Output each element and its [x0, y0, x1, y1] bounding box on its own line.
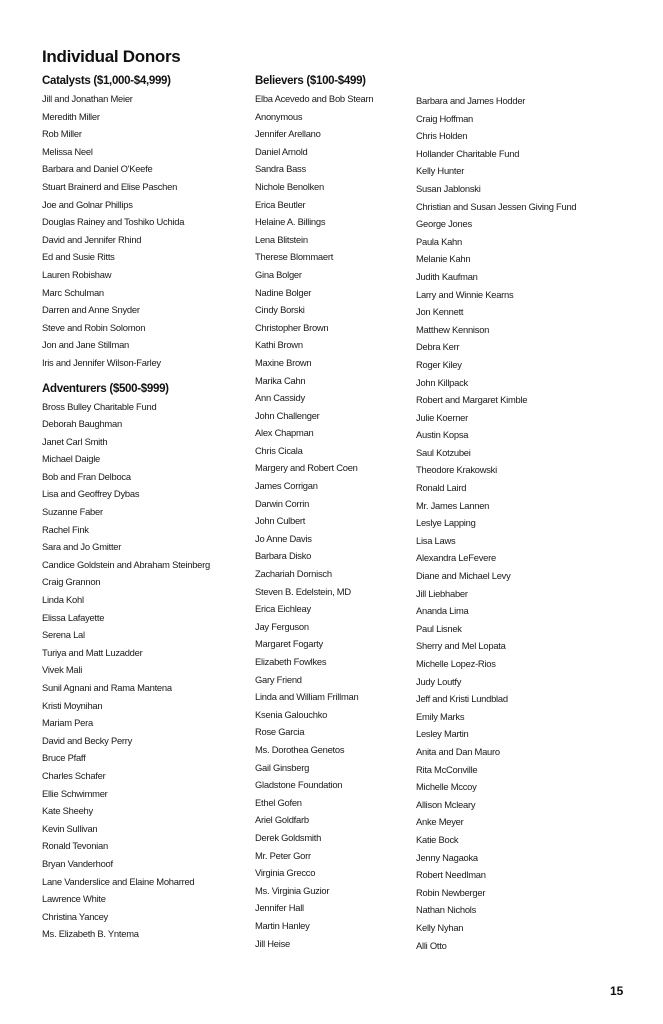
donor-name: Lisa Laws [416, 534, 456, 546]
donor-name: Paula Kahn [416, 235, 462, 247]
catalysts-list [42, 90, 252, 372]
donor-name: Kathi Brown [255, 339, 303, 351]
donor-name: Matthew Kennison [416, 323, 490, 335]
donor-name: Jon and Jane Stillman [42, 339, 129, 351]
donor-name: Emily Marks [416, 710, 465, 722]
donor-name: Sherry and Mel Lopata [416, 640, 506, 652]
donor-name: Christian and Susan Jessen Giving Fund [416, 200, 577, 212]
donor-name: Charles Schafer [42, 769, 106, 781]
donor-name: Barbara and James Hodder [416, 95, 526, 106]
donor-name: Leslye Lapping [416, 517, 476, 529]
believers-heading: Believers ($100-$499) [255, 75, 366, 87]
donor-name: Sunil Agnani and Rama Mantena [42, 682, 172, 693]
donor-name: Ed and Susie Ritts [42, 251, 115, 263]
donor-name: Melanie Kahn [416, 253, 471, 265]
donor-name: Jo Anne Davis [255, 532, 312, 544]
believers-list-part-2 [416, 92, 646, 954]
donor-name: Judith Kaufman [416, 270, 478, 282]
donor-name: Lawrence White [42, 893, 106, 905]
donor-name: Steven B. Edelstein, MD [255, 585, 351, 597]
donor-name: Joe and Golnar Phillips [42, 198, 133, 210]
donor-name: Theodore Krakowski [416, 464, 497, 476]
donor-name: John Culbert [255, 515, 306, 527]
donor-name: Douglas Rainey and Toshiko Uchida [42, 216, 185, 228]
donor-name: Ellie Schwimmer [42, 787, 108, 799]
donor-name: Chris Holden [416, 130, 468, 142]
donor-name: Gina Bolger [255, 268, 302, 280]
donor-name: Barbara Disko [255, 550, 312, 562]
donor-name: Ariel Goldfarb [255, 814, 309, 826]
page-title: Individual Donors [42, 47, 181, 66]
donor-name: Mariam Pera [42, 717, 93, 729]
donor-name: Ms. Elizabeth B. Yntema [42, 928, 139, 940]
donor-name: Lisa and Geoffrey Dybas [42, 488, 140, 500]
donor-name: Nathan Nichols [416, 904, 477, 916]
donor-name: Darren and Anne Snyder [42, 304, 140, 316]
donor-name: Ann Cassidy [255, 392, 305, 404]
donor-name: Candice Goldstein and Abraham Steinberg [42, 558, 210, 570]
donor-name: Ronald Laird [416, 482, 467, 494]
donor-name: Lesley Martin [416, 728, 469, 740]
donor-name: Cindy Borski [255, 304, 305, 316]
donor-name: Rose Garcia [255, 726, 305, 738]
donor-name: Gail Ginsberg [255, 761, 310, 773]
donor-name: Robert Needlman [416, 869, 486, 881]
donor-name: Roger Kiley [416, 358, 462, 370]
donor-name: Saul Kotzubei [416, 446, 471, 458]
donor-name: Marika Cahn [255, 374, 306, 386]
donor-name: Virginia Grecco [255, 867, 316, 879]
donor-name: John Challenger [255, 409, 320, 421]
donor-name: Turiya and Matt Luzadder [42, 646, 143, 658]
donor-name: Elissa Lafayette [42, 611, 105, 623]
donor-name: Hollander Charitable Fund [416, 147, 520, 159]
donor-name: Michelle Lopez-Rios [416, 658, 496, 669]
donor-name: Gladstone Foundation [255, 779, 343, 791]
donor-name: Rachel Fink [42, 523, 89, 535]
donor-name: Melissa Neel [42, 145, 93, 157]
donor-name: Mr. James Lannen [416, 499, 490, 511]
donor-name: Kevin Sullivan [42, 822, 98, 834]
donor-name: Jill and Jonathan Meier [42, 93, 133, 104]
donor-name: George Jones [416, 218, 472, 230]
column-middle [255, 72, 415, 952]
donor-name: Lauren Robishaw [42, 268, 112, 280]
donor-name: Kelly Nyhan [416, 921, 464, 933]
donor-name: Sandra Bass [255, 163, 306, 175]
donor-name: Katie Bock [416, 833, 459, 845]
believers-list-part-1 [255, 90, 415, 952]
donor-name: Martin Hanley [255, 919, 310, 931]
donor-name: Alex Chapman [255, 427, 314, 439]
donor-name: Margaret Fogarty [255, 638, 323, 650]
donor-name: Ksenia Galouchko [255, 708, 328, 720]
donor-name: Bryan Vanderhoof [42, 857, 113, 869]
donor-name: Elizabeth Fowlkes [255, 656, 327, 667]
page-number: 15 [610, 984, 624, 998]
donor-name: Therese Blommaert [255, 251, 334, 263]
donor-name: Christopher Brown [255, 321, 329, 333]
donor-name: Marc Schulman [42, 286, 104, 298]
donor-name: Craig Hoffman [416, 112, 474, 124]
donor-name: Linda and William Frillman [255, 691, 359, 703]
donor-name: Serena Lal [42, 629, 85, 641]
column-left [42, 72, 252, 943]
donor-name: Rob Miller [42, 128, 82, 140]
donor-name: Anke Meyer [416, 816, 464, 828]
adventurers-heading: Adventurers ($500-$999) [42, 382, 169, 395]
donor-name: Robert and Margaret Kimble [416, 394, 528, 406]
donor-name: Kate Sheehy [42, 805, 93, 817]
donor-name: Gary Friend [255, 673, 302, 685]
donor-name: Jenny Nagaoka [416, 851, 478, 863]
donor-name: Barbara and Daniel O'Keefe [42, 163, 153, 175]
donor-name: Erica Eichleay [255, 603, 311, 615]
donor-name: Michelle Mccoy [416, 781, 477, 793]
donor-name: Anonymous [255, 110, 303, 122]
donor-name: Erica Beutler [255, 198, 306, 210]
donor-name: Anita and Dan Mauro [416, 745, 500, 757]
donor-name: Stuart Brainerd and Elise Paschen [42, 180, 178, 192]
donor-name: Mr. Peter Gorr [255, 849, 311, 861]
catalysts-heading: Catalysts ($1,000-$4,999) [42, 75, 171, 87]
donor-name: Darwin Corrin [255, 497, 310, 509]
donor-name: Alexandra LeFevere [416, 552, 496, 564]
donor-name: Ethel Gofen [255, 796, 302, 808]
donor-name: Bross Bulley Charitable Fund [42, 400, 157, 412]
donor-name: Diane and Michael Levy [416, 570, 511, 582]
donor-name: Nadine Bolger [255, 286, 312, 298]
donor-name: Linda Kohl [42, 594, 84, 606]
donor-name: Bruce Pfaff [42, 752, 86, 764]
donor-name: James Corrigan [255, 480, 318, 492]
donor-name: Craig Grannon [42, 576, 101, 588]
donor-name: Derek Goldsmith [255, 831, 322, 843]
donor-name: Margery and Robert Coen [255, 462, 358, 474]
donor-name: Jeff and Kristi Lundblad [416, 693, 508, 705]
donor-name: Helaine A. Billings [255, 216, 326, 228]
donor-name: Robin Newberger [416, 886, 486, 898]
donor-name: Judy Loutfy [416, 675, 462, 687]
donor-name: Bob and Fran Delboca [42, 470, 131, 482]
donor-name: Jay Ferguson [255, 620, 309, 632]
donor-name: Vivek Mali [42, 664, 83, 676]
donor-name: Christina Yancey [42, 910, 108, 922]
donor-name: Zachariah Dornisch [255, 568, 332, 580]
donor-name: Chris Cicala [255, 444, 303, 456]
donor-name: Kelly Hunter [416, 165, 465, 177]
donor-name: Austin Kopsa [416, 429, 469, 441]
donor-name: Rita McConville [416, 763, 478, 775]
donor-name: David and Becky Perry [42, 734, 133, 746]
donor-name: Jennifer Arellano [255, 128, 321, 140]
donor-name: Janet Carl Smith [42, 435, 108, 447]
column-right [416, 92, 646, 954]
donor-name: Alli Otto [416, 939, 447, 951]
donor-name: Jon Kennett [416, 306, 464, 318]
donor-name: Ananda Lima [416, 605, 469, 617]
donor-name: Jennifer Hall [255, 902, 304, 914]
donor-name: Daniel Arnold [255, 145, 308, 157]
donor-name: Allison Mcleary [416, 798, 476, 810]
donor-name: John Killpack [416, 376, 468, 388]
donor-name: Elba Acevedo and Bob Stearn [255, 93, 374, 104]
donor-name: Maxine Brown [255, 356, 312, 368]
donor-name: Lane Vanderslice and Elaine Moharred [42, 875, 195, 887]
donor-name: Steve and Robin Solomon [42, 321, 146, 333]
donor-name: Ms. Virginia Guzior [255, 884, 330, 896]
donor-name: Julie Koerner [416, 411, 468, 423]
donor-name: Deborah Baughman [42, 418, 122, 430]
donor-name: Suzanne Faber [42, 506, 103, 518]
donor-name: Nichole Benolken [255, 180, 324, 192]
donor-name: Jill Liebhaber [416, 587, 468, 599]
donor-name: Lena Blitstein [255, 233, 308, 245]
donor-name: Iris and Jennifer Wilson-Farley [42, 356, 161, 368]
donor-name: Kristi Moynihan [42, 699, 103, 711]
donor-name: Ronald Tevonian [42, 840, 108, 852]
donor-name: Debra Kerr [416, 341, 460, 353]
donor-name: Michael Daigle [42, 453, 100, 465]
donor-name: Meredith Miller [42, 110, 100, 122]
donor-name: Larry and Winnie Kearns [416, 288, 514, 300]
donor-name: David and Jennifer Rhind [42, 233, 142, 245]
donor-name: Paul Lisnek [416, 622, 462, 634]
donor-name: Sara and Jo Gmitter [42, 541, 122, 553]
adventurers-list [42, 398, 252, 943]
donor-name: Jill Heise [255, 937, 291, 949]
donor-name: Ms. Dorothea Genetos [255, 743, 345, 755]
donor-name: Susan Jablonski [416, 182, 481, 194]
